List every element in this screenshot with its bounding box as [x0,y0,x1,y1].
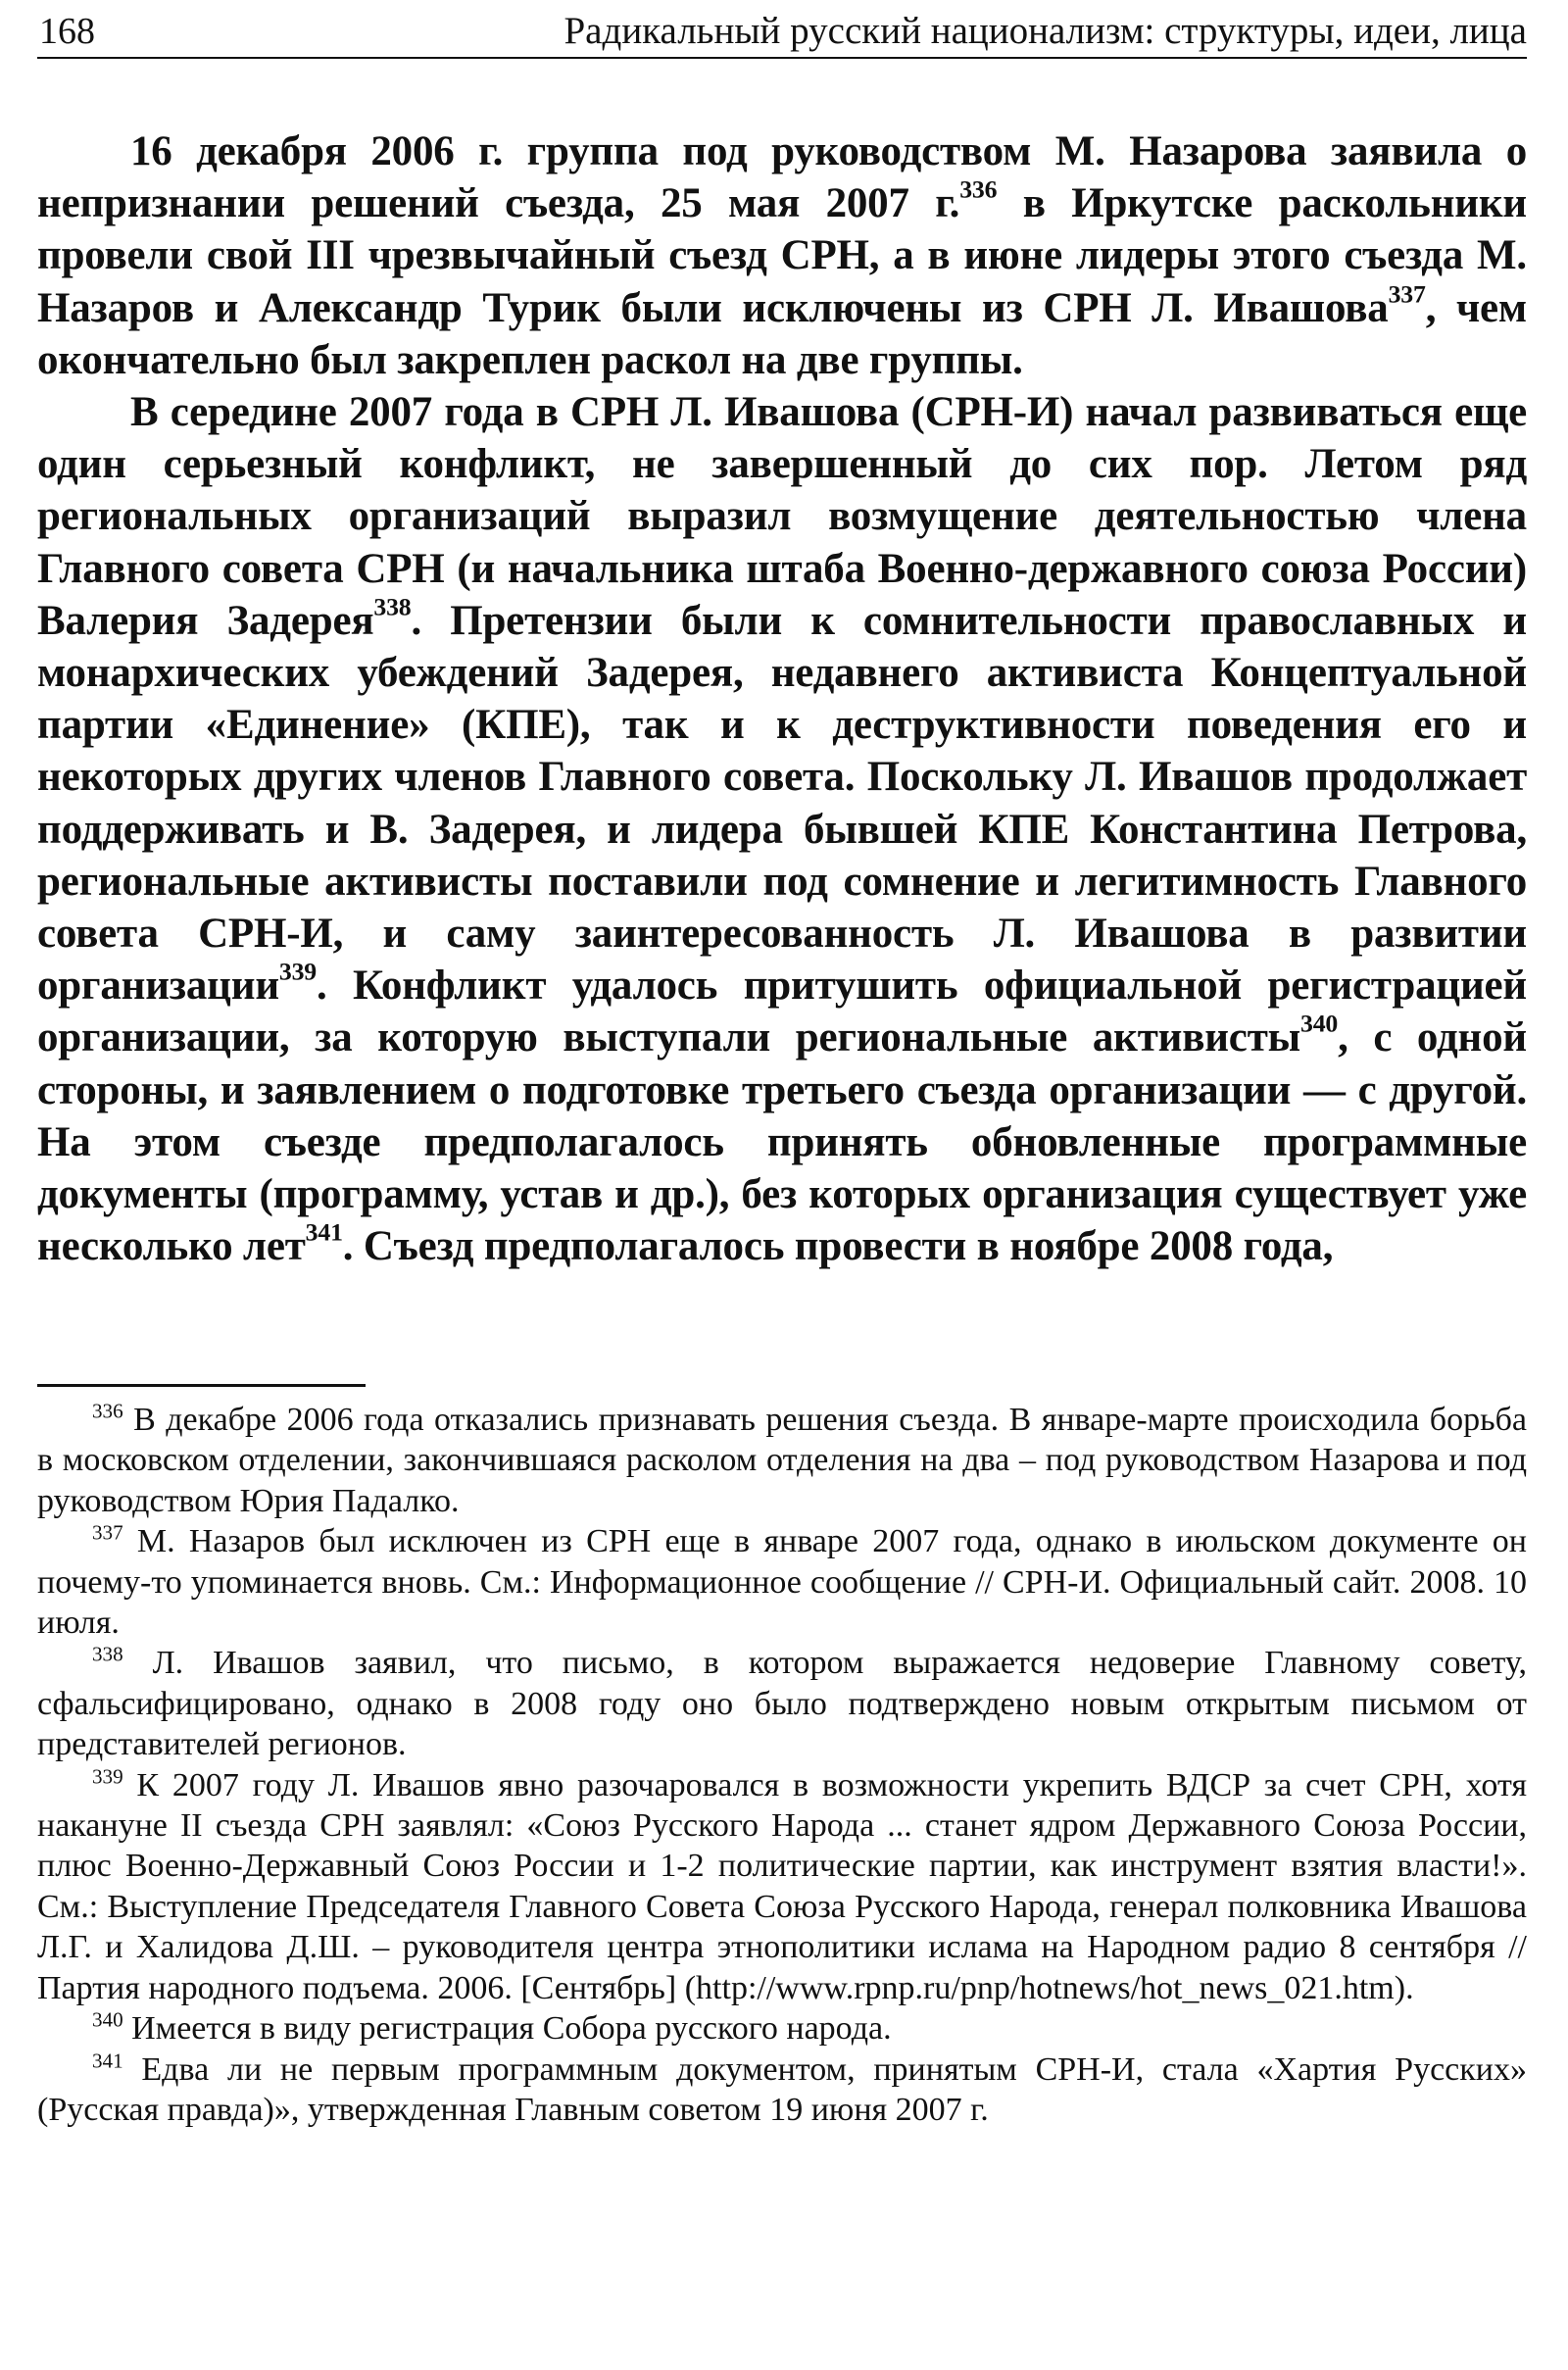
main-text [37,125,1527,1272]
running-title: Радикальный русский национализм: структуры, идеи, лица [564,10,1527,52]
footnote-ref-338: 338 [373,592,412,621]
footnote-338: $^{338}$ Л. Ивашов заявил, что письмо, в котором выражается недоверие Главному совету, сфальсифицировано, однако в 2008 году оно было подтверждено новым открытым письмом от представителей регионов. [37,1642,1527,1763]
footnote-separator [37,1384,366,1387]
book-page [37,0,1527,2370]
footnote-ref-337: 337 [1388,279,1426,309]
footnotes [37,1400,1527,2130]
paragraph-2: В середине 2007 года в СРН Л. Ивашова (СРН-И) начал развиваться еще один серьезный конфликт, не завершенный до сих пор. Летом ряд региональных организаций выразил возмущение деятельностью члена Главного совета СРН (и начальника штаба Военно-державного союза России) Валерия Задерея$^{338}$. Претензии были к сомнительности православных и монархических убеждений Задерея, недавнего активиста Концептуальной партии «Единение» (КПЕ), так и к деструктивности поведения его и некоторых других членов Главного совета. Поскольку Л. Ивашов продолжает поддерживать и В. Задерея, и лидера бывшей КПЕ Константина Петрова, региональные активисты поставили под сомнение и легитимность Главного совета СРН-И, и саму заинтересованность Л. Ивашова в развитии организации$^{339}$. Конфликт удалось притушить официальной регистрацией организации, за которую выступали региональные активисты$^{340}$, с одной стороны, и заявлением о подготовке третьего съезда организации — с другой. На этом съезде предполагалось принять обновленные программные документы (программу, устав и др.), без которых организация существует уже несколько лет$^{341}$. Съезд предполагалось провести в ноябре 2008 года, [37,389,1527,1270]
footnote-340: $^{340}$ Имеется в виду регистрация Собора русского народа. [92,2007,892,2048]
footnote-ref-340: 340 [1300,1010,1339,1039]
footnote-341: $^{341}$ Едва ли не первым программным документом, принятым СРН-И, стала «Хартия Русских» (Русская правда)», утвержденная Главным советом 19 июня 2007 г. [37,2048,1527,2128]
running-header [37,8,1527,59]
footnote-337: $^{337}$ М. Назаров был исключен из СРН еще в январе 2007 года, однако в июльском документе он почему-то упоминается вновь. См.: Информационное сообщение // СРН-И. Официальный сайт. 2008. 10 июля. [37,1520,1527,1642]
footnote-ref-336: 336 [959,174,998,204]
footnote-ref-341: 341 [305,1217,343,1247]
paragraph-1: 16 декабря 2006 г. группа под руководством М. Назарова заявила о непризнании решений съезда, 25 мая 2007 г.$^{336}$ в Иркутске раскольники провели свой III чрезвычайный съезд СРН, а в июне лидеры этого съезда М. Назаров и Александр Турик были исключены из СРН Л. Ивашова$^{337}$, чем окончательно был закреплен раскол на две группы. [37,128,1528,383]
footnote-336: $^{336}$ В декабре 2006 года отказались признавать решения съезда. В январе-марте происходила борьба в московском отделении, закончившаяся расколом отделения на два – под руководством Назарова и под руководством Юрия Падалко. [37,1399,1527,1519]
footnote-339: $^{339}$ К 2007 году Л. Ивашов явно разочаровался в возможности укрепить ВДСР за счет СРН, хотя накануне II съезда СРН заявлял: «Союз Русского Народа ... станет ядром Державного Союза России, плюс Военно-Державный Союз России и 1-2 политические партии, как инструмент взятия власти!». См.: Выступление Председателя Главного Совета Союза Русского Народа, генерал полковника Ивашова Л.Г. и Халидова Д.Ш. – руководителя центра этнополитики ислама на Народном радио 8 сентября // Партия народного подъема. 2006. [Сентябрь] (http://www.rpnp.ru/pnp/hotnews/hot_news_021.htm). [37,1764,1527,2006]
footnote-ref-339: 339 [278,957,318,986]
page-number: 168 [39,11,95,52]
